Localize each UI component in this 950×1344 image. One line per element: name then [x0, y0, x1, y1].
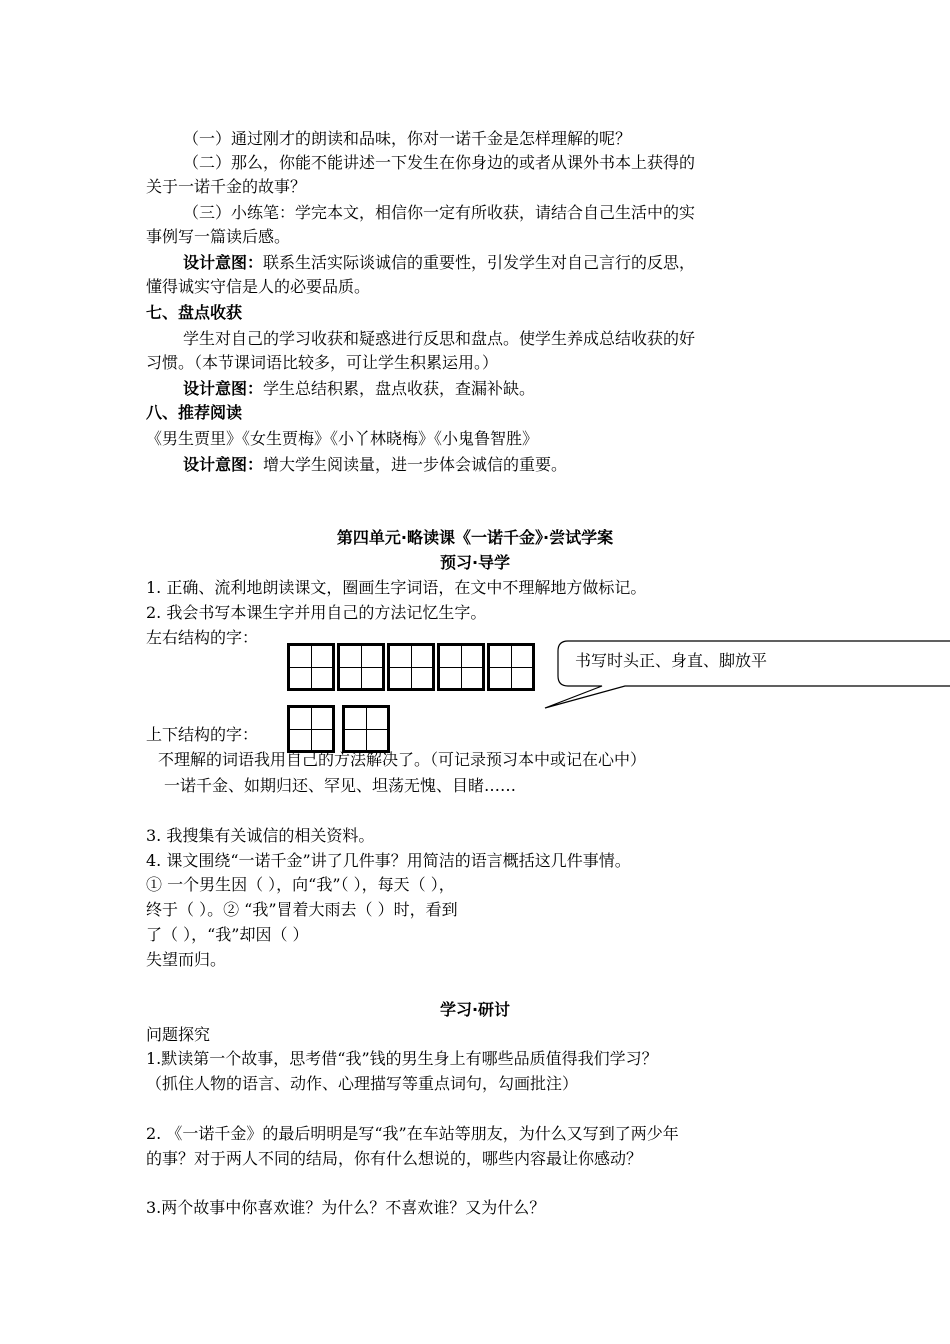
fill-blank-line1: ① 一个男生因（ ），向“我”（ ），每天（ ）， [146, 875, 455, 894]
design-intent-1-line2: 懂得诚实守信是人的必要品质。 [146, 277, 371, 296]
preview-item-3: 3. 我搜集有关诚信的相关资料。 [146, 826, 375, 845]
fill-blank-line3: 了（ ），“我”却因（ ） [146, 925, 309, 944]
explore-q1-line1: 1.默读第一个故事，思考借“我”钱的男生身上有哪些品质值得我们学习？ [146, 1049, 658, 1068]
section-7-line1: 学生对自己的学习收获和疑惑进行反思和盘点。使学生养成总结收获的好 [183, 329, 696, 348]
difficult-words: 一诺千金、如期归还、罕见、坦荡无愧、目睹…… [164, 776, 517, 795]
section-8-heading: 八、推荐阅读 [146, 403, 243, 422]
preview-heading: 预习·导学 [439, 553, 511, 572]
explore-label: 问题探究 [146, 1025, 211, 1044]
words-note: 不理解的词语我用自己的方法解决了。（可记录预习本中或记在心中） [158, 750, 647, 769]
design-intent-text: 增大学生阅读量，进一步体会诚信的重要。 [263, 455, 568, 474]
design-intent-text: 联系生活实际谈诚信的重要性，引发学生对自己言行的反思， [263, 253, 696, 272]
design-intent-label: 设计意图： [183, 455, 264, 474]
design-intent-label: 设计意图： [183, 253, 264, 272]
top-bottom-label: 上下结构的字： [146, 725, 259, 744]
recommended-books: 《男生贾里》《女生贾梅》《小丫林晓梅》《小鬼鲁智胜》 [146, 429, 539, 448]
question-3-line2: 事例写一篇读后感。 [146, 227, 291, 246]
preview-item-4: 4. 课文围绕“一诺千金”讲了几件事？用简洁的语言概括这几件事情。 [146, 851, 631, 870]
question-3-line1: （三）小练笔：学完本文，相信你一定有所收获，请结合自己生活中的实 [183, 203, 696, 222]
section-7-heading: 七、盘点收获 [146, 303, 243, 322]
explore-q1-line2: （抓住人物的语言、动作、心理描写等重点词句，勾画批注） [146, 1074, 579, 1093]
question-1: （一）通过刚才的朗读和品味，你对一诺千金是怎样理解的呢？ [183, 129, 632, 148]
study-heading: 学习·研讨 [439, 1000, 511, 1019]
explore-q2-line2: 的事？对于两人不同的结局，你有什么想说的，哪些内容最让你感动？ [146, 1149, 643, 1168]
design-intent-text: 学生总结积累，盘点收获，查漏补缺。 [263, 379, 536, 398]
bubble-text: 书写时头正、身直、脚放平 [575, 651, 768, 670]
left-right-label: 左右结构的字： [146, 628, 259, 647]
design-intent-label: 设计意图： [183, 379, 264, 398]
fill-blank-line4: 失望而归。 [146, 950, 227, 969]
top-bottom-grid [287, 705, 392, 753]
section-7-line2: 习惯。（本节课词语比较多，可让学生积累运用。） [146, 353, 499, 372]
preview-item-2: 2. 我会书写本课生字并用自己的方法记忆生字。 [146, 603, 487, 622]
question-2-line1: （二）那么，你能不能讲述一下发生在你身边的或者从课外书本上获得的 [183, 153, 696, 172]
question-2-line2: 关于一诺千金的故事？ [146, 177, 307, 196]
writing-cell[interactable] [342, 705, 390, 753]
preview-item-1: 1. 正确、流利地朗读课文，圈画生字词语，在文中不理解地方做标记。 [146, 578, 647, 597]
explore-q2-line1: 2. 《一诺千金》的最后明明是写“我”在车站等朋友，为什么又写到了两少年 [146, 1124, 679, 1143]
explore-q3: 3.两个故事中你喜欢谁？为什么？不喜欢谁？又为什么？ [146, 1198, 546, 1217]
fill-blank-line2: 终于（ ）。② “我”冒着大雨去（ ）时，看到 [146, 900, 458, 919]
writing-cell[interactable] [287, 705, 335, 753]
plan-title: 第四单元·略读课《一诺千金》·尝试学案 [336, 528, 614, 547]
